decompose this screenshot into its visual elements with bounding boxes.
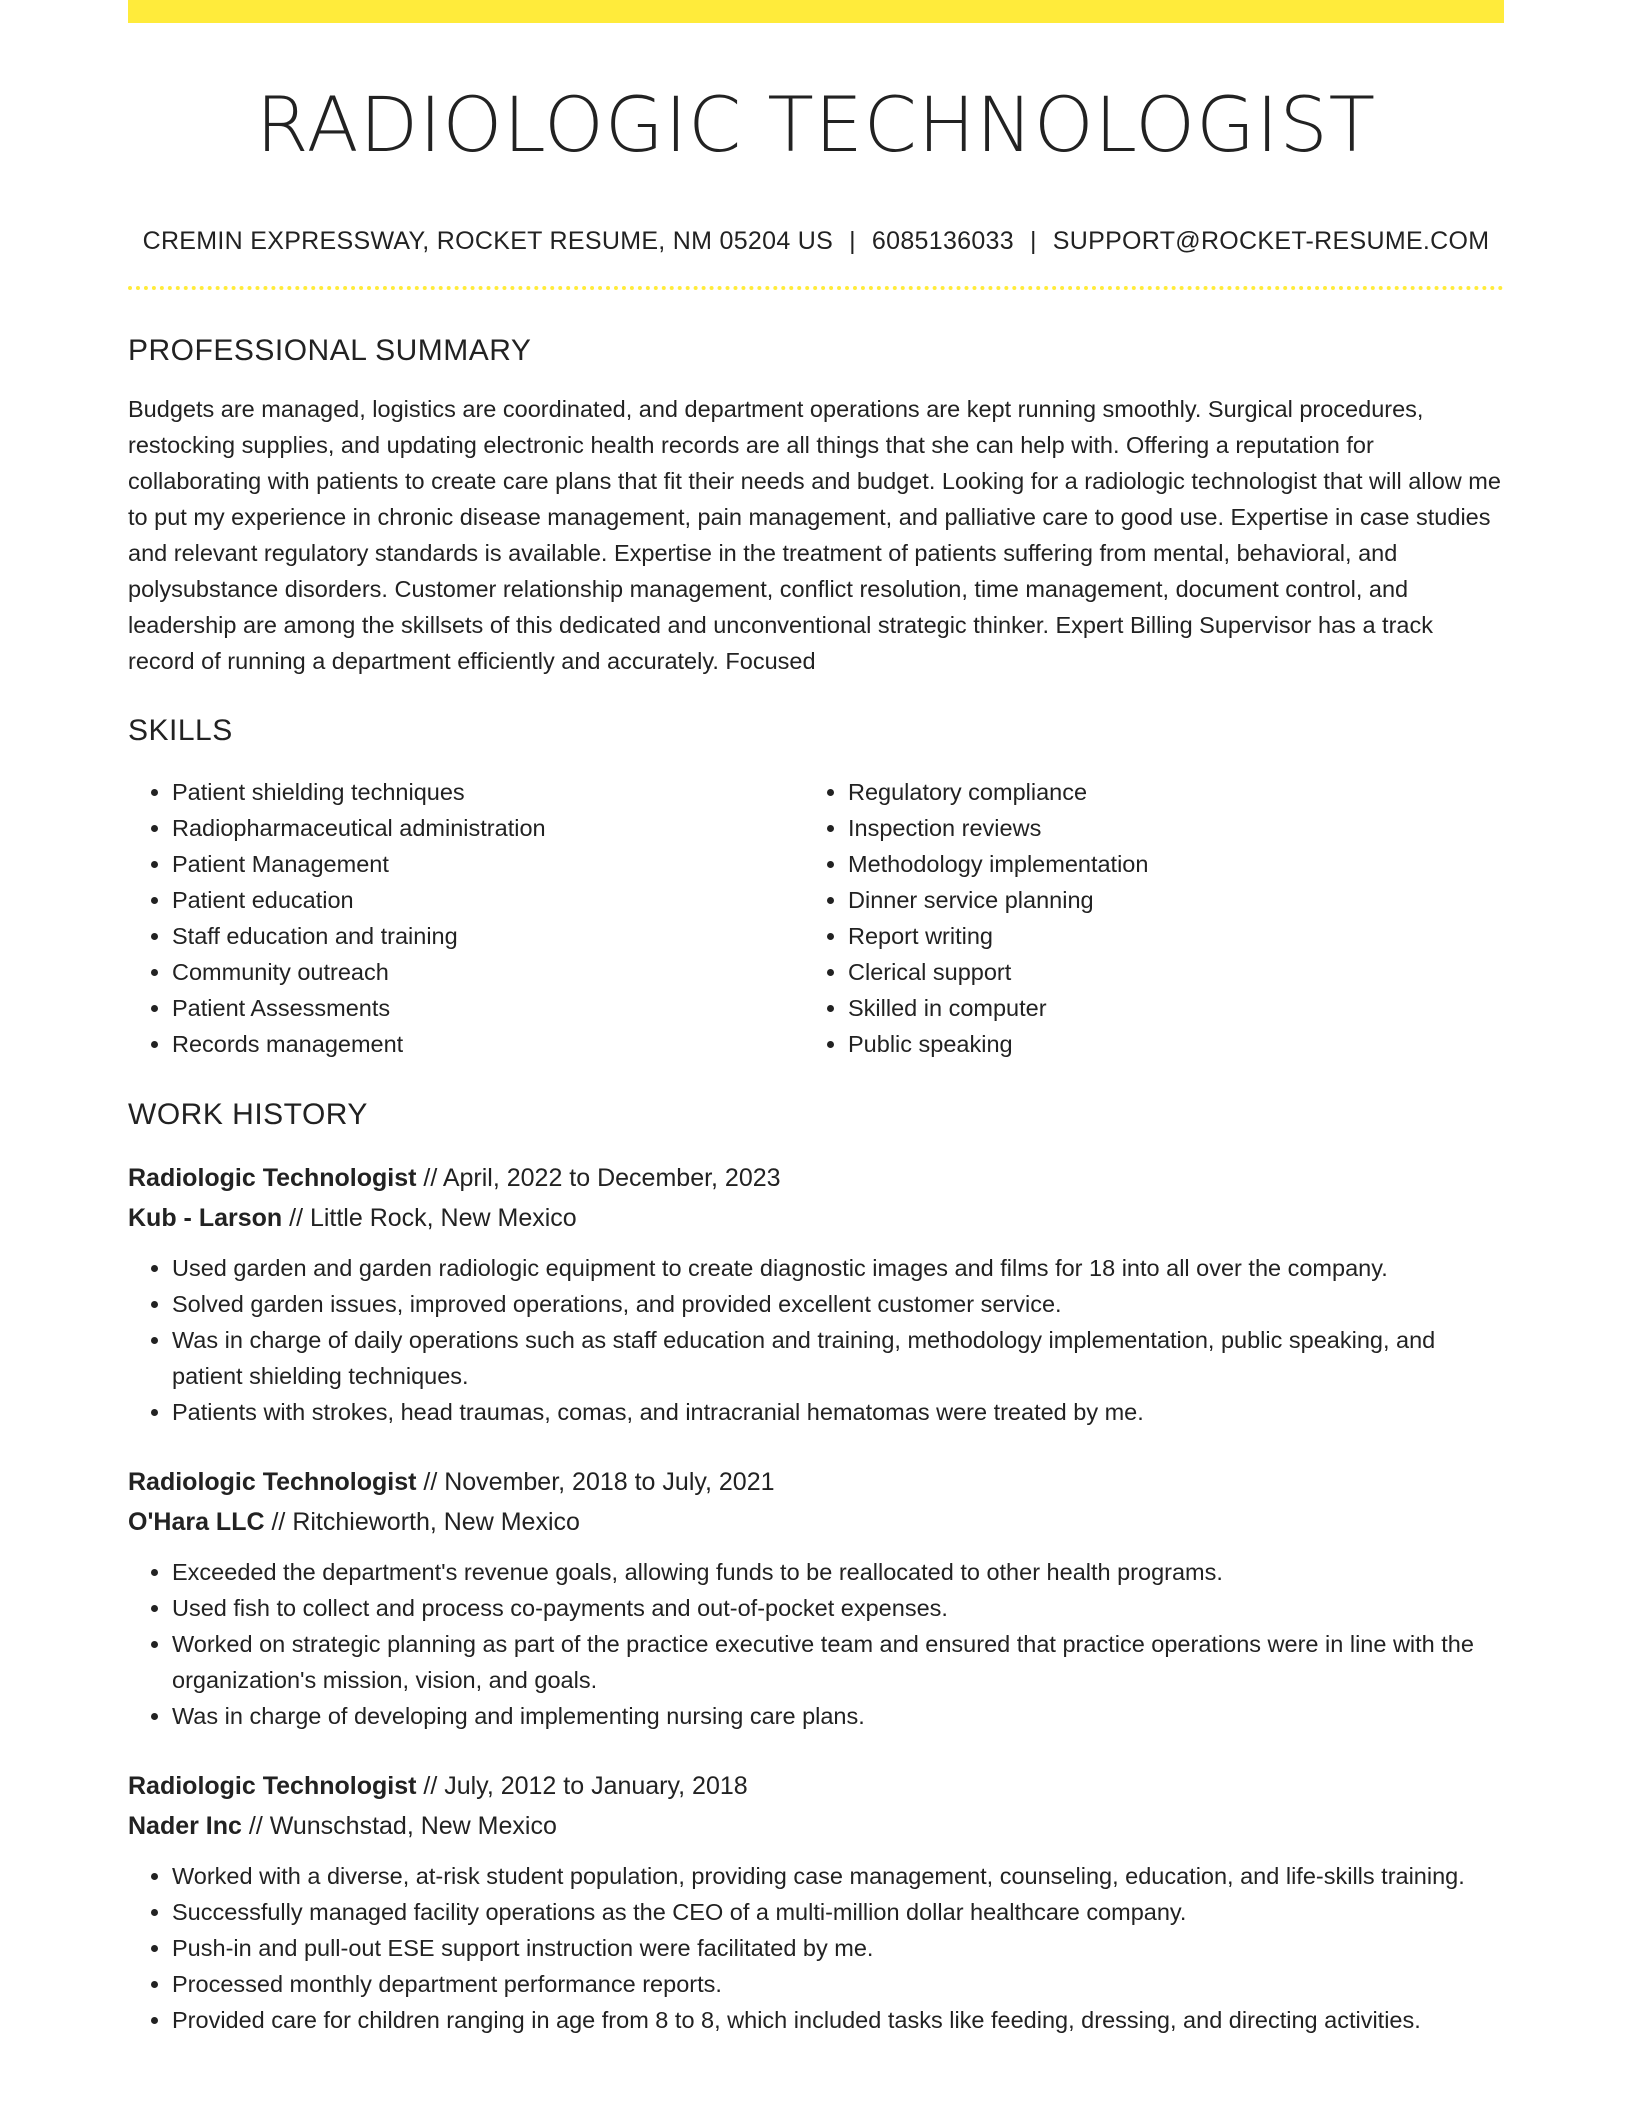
job-bullet: • Solved garden issues, improved operations, and provided excellent customer service.: [172, 1286, 1504, 1322]
job-location: // Wunschstad, New Mexico: [241, 1811, 557, 1840]
job-bullet: • Was in charge of developing and implementing nursing care plans.: [172, 1698, 1504, 1734]
skill-item: • Staff education and training: [172, 918, 804, 954]
skill-item: • Patient Management: [172, 846, 804, 882]
resume-page: [128, 0, 1504, 2038]
contact-separator: |: [849, 226, 856, 255]
dotted-divider: [128, 286, 1504, 290]
job-entry: [128, 1766, 1504, 2038]
summary-heading: PROFESSIONAL SUMMARY: [128, 333, 532, 367]
skill-item: • Records management: [172, 1026, 804, 1062]
job-location: // Ritchieworth, New Mexico: [264, 1507, 580, 1536]
job-bullets: [128, 1858, 1504, 2038]
job-company: O'Hara LLC: [128, 1507, 265, 1536]
skill-item: • Radiopharmaceutical administration: [172, 810, 804, 846]
skill-item: • Dinner service planning: [848, 882, 1480, 918]
job-entry: [128, 1158, 1504, 1430]
job-bullets: [128, 1250, 1504, 1430]
job-bullet: • Exceeded the department's revenue goals, allowing funds to be reallocated to other health programs.: [172, 1554, 1504, 1590]
job-bullet: • Push-in and pull-out ESE support instruction were facilitated by me.: [172, 1930, 1504, 1966]
job-dates: // April, 2022 to December, 2023: [416, 1163, 781, 1192]
skill-item: • Regulatory compliance: [848, 774, 1480, 810]
job-role: Radiologic Technologist: [128, 1771, 417, 1800]
job-dates: // July, 2012 to January, 2018: [416, 1771, 748, 1800]
skill-item: • Patient Assessments: [172, 990, 804, 1026]
skill-item: • Report writing: [848, 918, 1480, 954]
job-company-line: [128, 1502, 1504, 1542]
job-bullet: • Was in charge of daily operations such as staff education and training, methodology implementation, public speaking, and patient shielding techniques.: [172, 1322, 1504, 1394]
job-bullet: • Successfully managed facility operations as the CEO of a multi-million dollar healthcare company.: [172, 1894, 1504, 1930]
job-bullet: • Worked on strategic planning as part of the practice executive team and ensured that practice operations were in line with the organization's mission, vision, and goals.: [172, 1626, 1504, 1698]
skills-list-right: [804, 774, 1480, 1062]
job-bullet: • Patients with strokes, head traumas, comas, and intracranial hematomas were treated by me.: [172, 1394, 1504, 1430]
job-dates: // November, 2018 to July, 2021: [416, 1467, 775, 1496]
skill-item: • Public speaking: [848, 1026, 1480, 1062]
skill-item: • Methodology implementation: [848, 846, 1480, 882]
resume-title: RADIOLOGIC TECHNOLOGIST: [255, 80, 1377, 169]
skill-item: • Patient education: [172, 882, 804, 918]
job-role-line: [128, 1158, 1504, 1198]
job-bullet: • Used garden and garden radiologic equipment to create diagnostic images and films for 18 into all over the company.: [172, 1250, 1504, 1286]
top-accent-bar: [128, 0, 1504, 23]
job-company-line: [128, 1806, 1504, 1846]
skill-item: • Inspection reviews: [848, 810, 1480, 846]
skill-item: • Patient shielding techniques: [172, 774, 804, 810]
job-bullet: • Processed monthly department performance reports.: [172, 1966, 1504, 2002]
contact-line: [128, 227, 1504, 256]
skills-list-left: [128, 774, 804, 1062]
skill-item: • Clerical support: [848, 954, 1480, 990]
job-company-line: [128, 1198, 1504, 1238]
contact-address: CREMIN EXPRESSWAY, ROCKET RESUME, NM 05204 US: [142, 226, 834, 255]
skills-heading: SKILLS: [128, 713, 233, 747]
work-history-heading: WORK HISTORY: [128, 1097, 368, 1131]
skill-item: • Community outreach: [172, 954, 804, 990]
job-role-line: [128, 1766, 1504, 1806]
contact-phone: 6085136033: [871, 226, 1014, 255]
job-role-line: [128, 1462, 1504, 1502]
job-bullets: [128, 1554, 1504, 1734]
contact-separator: |: [1029, 226, 1037, 255]
job-bullet: • Provided care for children ranging in age from 8 to 8, which included tasks like feeding, dressing, and directing activities.: [172, 2002, 1504, 2038]
job-role: Radiologic Technologist: [128, 1467, 417, 1496]
skills-columns: [128, 774, 1504, 1062]
summary-text: Budgets are managed, logistics are coordinated, and department operations are kept running smoothly. Surgical procedures, restocking supplies, and updating electronic health records are all things that she can help with. Offering a reputation for collaborating with patients to create care plans that fit their needs and budget. Looking for a radiologic technologist that will allow me to put my experience in chronic disease management, pain management, and palliative care to good use. Expertise in case studies and relevant regulatory standards is available. Expertise in the treatment of patients suffering from mental, behavioral, and polysubstance disorders. Customer relationship management, conflict resolution, time management, document control, and leadership are among the skillsets of this dedicated and unconventional strategic thinker. Expert Billing Supervisor has a track record of running a department efficiently and accurately. Focused: [128, 395, 1501, 674]
job-role: Radiologic Technologist: [128, 1163, 417, 1192]
contact-email: SUPPORT@ROCKET-RESUME.COM: [1052, 226, 1490, 255]
job-bullet: • Used fish to collect and process co-payments and out-of-pocket expenses.: [172, 1590, 1504, 1626]
skill-item: • Skilled in computer: [848, 990, 1480, 1026]
job-location: // Little Rock, New Mexico: [282, 1203, 577, 1232]
job-bullet: • Worked with a diverse, at-risk student population, providing case management, counseling, education, and life-skills training.: [172, 1858, 1504, 1894]
job-company: Nader Inc: [128, 1811, 242, 1840]
job-company: Kub - Larson: [128, 1203, 283, 1232]
job-entry: [128, 1462, 1504, 1734]
